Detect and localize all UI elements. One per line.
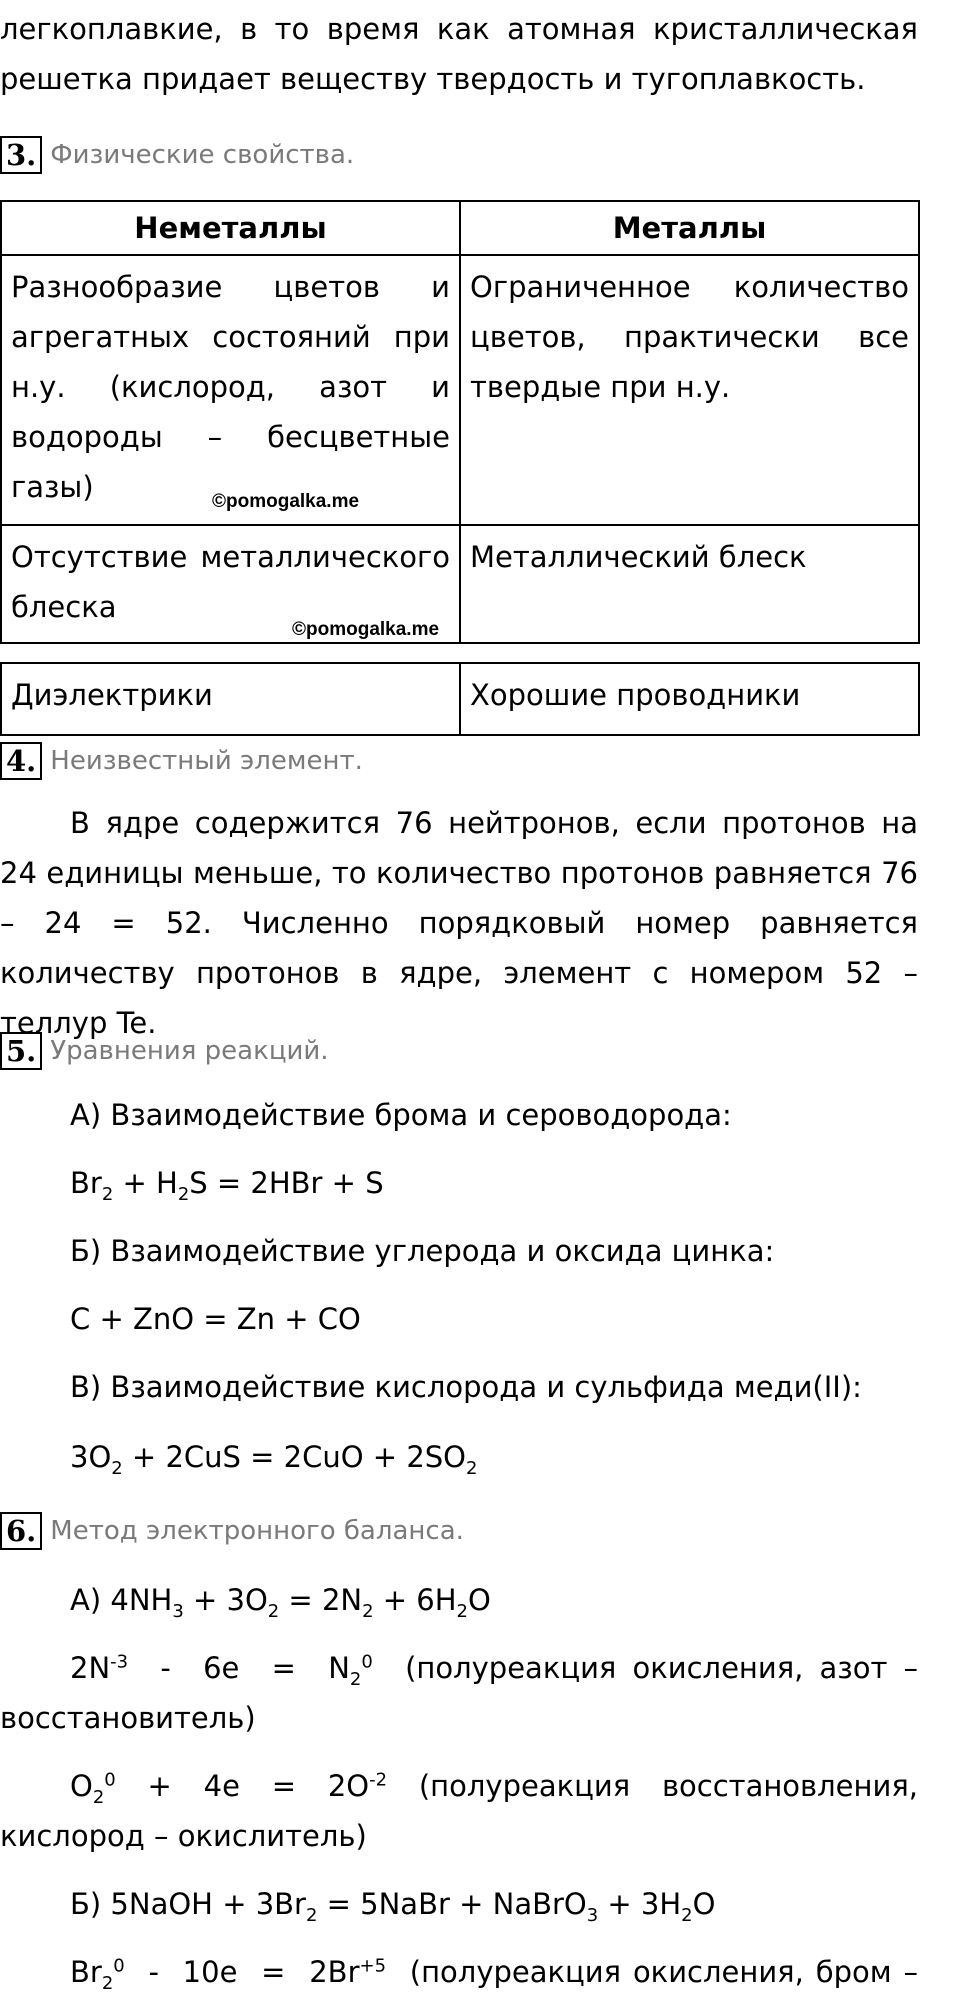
task-6-heading — [0, 1510, 464, 1550]
task-4-heading — [0, 740, 363, 780]
header-metals: Металлы — [460, 201, 919, 255]
cell-nonmetal-luster — [1, 525, 460, 643]
half-reaction-note: (полуреакция окисления, бром – — [409, 1955, 919, 1989]
task-5-b-text: Б) Взаимодействие углерода и оксида цинка: — [70, 1234, 775, 1268]
task-5-a-equation: $Br_2 + H_2S = 2HBr + S$ — [70, 1166, 384, 1205]
intro-line-2: решетка придает веществу твердость и тугоплавкость. — [0, 62, 866, 96]
task-6-half-reaction-1: $2N^{-3} - 6e = N_2^0$ (полуреакция окисления, азот – восстановитель) — [0, 1651, 918, 1735]
task-3-heading — [0, 134, 354, 174]
header-nonmetals: Неметаллы — [1, 201, 460, 255]
task-5-b-equation: C + ZnO = Zn + CO — [70, 1302, 361, 1336]
task-title: Неизвестный элемент. — [50, 745, 363, 776]
task-number: 3. — [0, 136, 42, 174]
task-title: Физические свойства. — [50, 139, 355, 170]
half-reaction-note: (полуреакция восстановления, кислород – окислитель) — [0, 1769, 918, 1853]
task-5-c-text: В) Взаимодействие кислорода и сульфида меди(II): — [70, 1370, 862, 1404]
task-number: 4. — [0, 742, 42, 780]
task-number: 6. — [0, 1512, 42, 1550]
cell-dielectrics: Диэлектрики — [1, 663, 460, 735]
task-number: 5. — [0, 1032, 42, 1070]
task-5-a-text: А) Взаимодействие брома и сероводорода: — [70, 1098, 732, 1132]
task-6-half-reaction-3: $Br_2^0 - 10e = 2Br^{+5}$ (полуреакция окисления, бром – — [70, 1955, 919, 1994]
task-6-b-equation: Б) 5NaOH + $3Br_2$ = 5NaBr + NaBrO$_3$ + $3H_2O$ — [70, 1887, 716, 1926]
watermark: ©pomogalka.me — [212, 491, 360, 512]
watermark: ©pomogalka.me — [292, 619, 440, 640]
properties-table-row3 — [0, 662, 920, 736]
task-title: Уравнения реакций. — [50, 1035, 329, 1066]
cell-text: Отсутствие металлического блеска — [11, 540, 451, 624]
half-reaction-note: (полуреакция окисления, азот – восстановитель) — [0, 1651, 918, 1735]
task-4-text: В ядре содержится 76 нейтронов, если протонов на 24 единицы меньше, то количество протонов равняется 76 – 24 = 52. Численно порядковый номер равняется количеству протонов в ядре, элемент с номером 52 – теллур Te. — [0, 806, 918, 1040]
task-6-half-reaction-2: $O_2^0 + 4e = 2O^{-2}$ (полуреакция восстановления, кислород – окислитель) — [0, 1769, 918, 1853]
task-title: Метод электронного баланса. — [50, 1515, 464, 1546]
properties-table — [0, 200, 920, 644]
task-6-a-equation: А) $4NH_3 + 3O_2 = 2N_2 + 6H_2O$ — [70, 1583, 491, 1622]
intro-line-1: легкоплавкие, в то время как атомная кристаллическая — [0, 12, 918, 46]
cell-metal-colors: Ограниченное количество цветов, практически все твердые при н.у. — [460, 255, 919, 525]
task-5-heading — [0, 1030, 329, 1070]
cell-metal-luster: Металлический блеск — [460, 525, 919, 643]
cell-conductors: Хорошие проводники — [460, 663, 919, 735]
task-5-c-equation: $3O_2 + 2CuS = 2CuO + 2SO_2$ — [70, 1440, 478, 1479]
cell-text: Разнообразие цветов и агрегатных состояний при н.у. (кислород, азот и водороды – бесцветные газы) — [11, 270, 451, 504]
cell-nonmetal-colors — [1, 255, 460, 525]
